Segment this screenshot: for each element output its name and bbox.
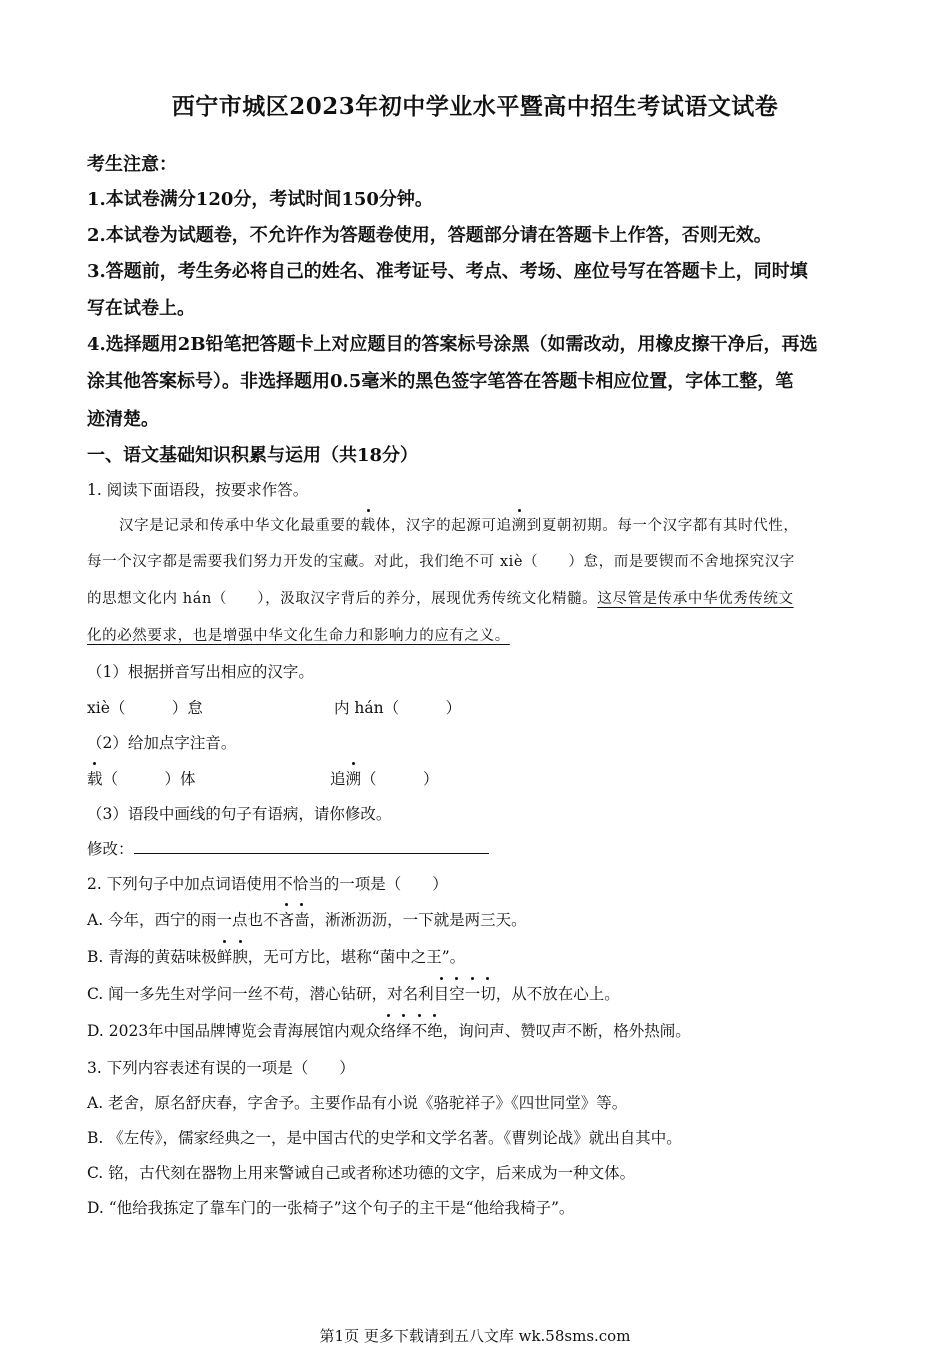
- dotted-char: 切: [480, 982, 496, 1004]
- notice-item-3b: 写在试卷上。: [87, 298, 195, 319]
- q1-sub3: （3）语段中画线的句子有语病，请你修改。: [87, 805, 392, 823]
- notice-item-4b: 涂其他答案标号）。非选择题用0.5毫米的黑色签字笔答在答题卡相应位置，字体工整，笔: [87, 371, 794, 392]
- q1-sub1-right: 内 hán（ ）: [334, 699, 462, 717]
- dotted-char: 载: [361, 514, 376, 535]
- dotted-char: 不: [412, 1019, 428, 1041]
- q3-option-c: C. 铭，古代刻在器物上用来警诫自己或者称述功德的文字，后来成为一种文体。: [87, 1164, 636, 1182]
- exam-title: 西宁市城区2023年初中学业水平暨高中招生考试语文试卷: [171, 93, 779, 120]
- option-text: ，淅淅沥沥，一下就是两三天。: [309, 911, 527, 929]
- q1-sub2: （2）给加点字注音。: [87, 734, 237, 752]
- underlined-sentence: 这尽管是传承中华优秀传统文: [597, 591, 794, 607]
- notice-item-1: 1.本试卷满分120分，考试时间150分钟。: [87, 189, 433, 210]
- option-text: D. 2023年中国品牌博览会青海展馆内观众: [87, 1022, 381, 1040]
- passage-text: 到夏朝初期。每一个汉字都有其时代性，: [526, 518, 799, 534]
- q1-sub2-left: [87, 767, 196, 789]
- answer-blank: （ ）体: [102, 770, 196, 788]
- passage-text: 的思想文化内 hán（ ），汲取汉字背后的养分，展现优秀传统文化精髓。: [87, 591, 598, 607]
- dotted-char: 绝: [427, 1019, 443, 1041]
- dotted-word: [381, 1022, 443, 1040]
- dotted-word: [434, 985, 496, 1003]
- q1-sub1: （1）根据拼音写出相应的汉字。: [87, 663, 314, 681]
- dotted-char: 溯: [512, 514, 527, 535]
- q1-sub2-right: [330, 767, 439, 789]
- q2-option-c: [87, 982, 620, 1004]
- char: 追: [330, 770, 346, 788]
- q3-option-b: B. 《左传》，儒家经典之一，是中国古代的史学和文学名著。《曹刿论战》就出自其中。: [87, 1129, 682, 1147]
- dotted-char: 吝: [279, 908, 295, 930]
- q3-option-a: A. 老舍，原名舒庆春，字舍予。主要作品有小说《骆驼祥子》《四世同堂》等。: [87, 1094, 628, 1112]
- section-heading: 一、语文基础知识积累与运用（共18分）: [87, 445, 419, 466]
- notice-item-4a: 4.选择题用2B铅笔把答题卡上对应题目的答案标号涂黑（如需改动，用橡皮擦干净后，再选: [87, 334, 818, 355]
- dotted-char: 一: [465, 982, 481, 1004]
- dotted-char: 溯: [346, 767, 362, 789]
- passage-line-2: 每一个汉字都是需要我们努力开发的宝藏。对此，我们绝不可 xiè（ ）怠，而是要锲而不舍地探究汉字: [87, 554, 795, 570]
- dotted-char: 腴: [232, 945, 248, 967]
- dotted-char: 绎: [396, 1019, 412, 1041]
- revise-answer-line[interactable]: [134, 839, 489, 854]
- dotted-char: 空: [449, 982, 465, 1004]
- passage-line-1: [119, 514, 799, 535]
- q3-prompt: 3. 下列内容表述有误的一项是（ ）: [87, 1059, 355, 1077]
- option-text: C. 闻一多先生对学问一丝不苟，潜心钻研，对名利: [87, 985, 434, 1003]
- option-text: ，从不放在心上。: [495, 985, 620, 1003]
- q2-prompt: 2. 下列句子中加点词语使用不恰当的一项是（ ）: [87, 875, 448, 893]
- passage-text: 汉字是记录和传承中华文化最重要的: [119, 518, 361, 534]
- q2-option-a: [87, 908, 527, 930]
- dotted-char: 鲜: [217, 945, 233, 967]
- dotted-char: 啬: [294, 908, 310, 930]
- q2-option-d: [87, 1019, 691, 1041]
- notice-heading: 考生注意：: [87, 154, 177, 175]
- q1-prompt: 1. 阅读下面语段，按要求作答。: [87, 481, 309, 499]
- q2-option-b: [87, 945, 465, 967]
- notice-item-2: 2.本试卷为试题卷，不允许作为答题卷使用，答题部分请在答题卡上作答，否则无效。: [87, 225, 772, 246]
- option-text: ，无可方比，堪称“菌中之王”。: [247, 948, 466, 966]
- option-text: ，询问声、赞叹声不断，格外热闹。: [442, 1022, 691, 1040]
- passage-text: 体，汉字的起源可追: [375, 518, 512, 534]
- passage-line-3: [87, 587, 794, 608]
- page-footer: 第1页 更多下载请到五八文库 wk.58sms.com: [319, 1327, 631, 1345]
- option-text: B. 青海的黄菇味极: [87, 948, 217, 966]
- dotted-char: 目: [434, 982, 450, 1004]
- dotted-word: [279, 911, 310, 929]
- q1-revise: [87, 837, 489, 859]
- answer-blank: （ ）: [361, 770, 439, 788]
- q3-option-d: D. “他给我拣定了靠车门的一张椅子”这个句子的主干是“他给我椅子”。: [87, 1199, 575, 1217]
- dotted-char: 载: [87, 767, 103, 789]
- dotted-char: 络: [381, 1019, 397, 1041]
- revise-label: 修改：: [87, 840, 134, 858]
- q1-sub1-left: xiè（ ）怠: [87, 699, 203, 717]
- dotted-word: [217, 948, 248, 966]
- notice-item-3a: 3.答题前，考生务必将自己的姓名、准考证号、考点、考场、座位号写在答题卡上，同时填: [87, 261, 808, 282]
- option-text: A. 今年，西宁的雨一点也不: [87, 911, 279, 929]
- passage-line-4: 化的必然要求，也是增强中华文化生命力和影响力的应有之义。: [87, 628, 510, 644]
- notice-item-4c: 迹清楚。: [87, 409, 159, 430]
